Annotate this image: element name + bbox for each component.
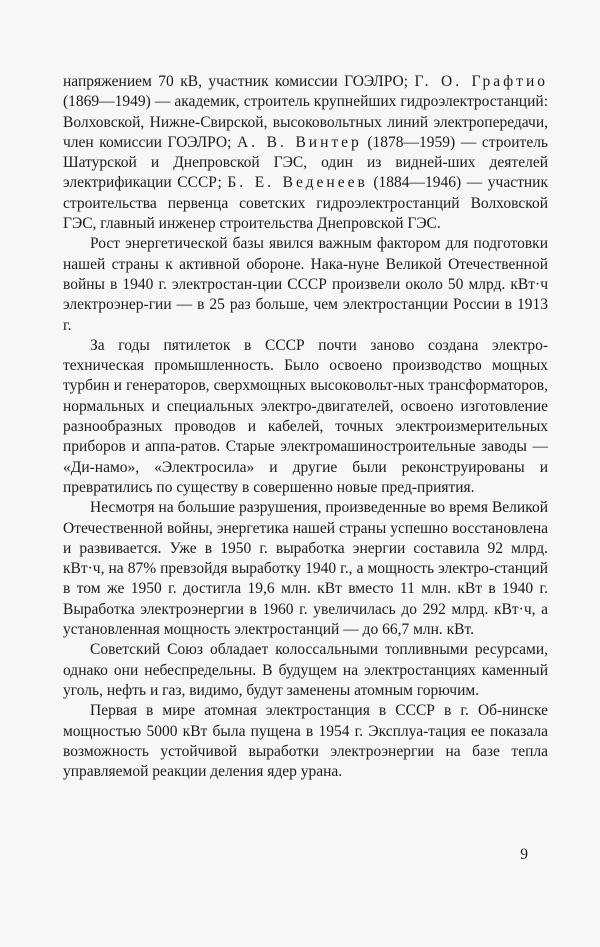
person-name: Г. О. Графтио <box>414 73 549 90</box>
paragraph <box>63 640 548 701</box>
paragraph <box>63 336 548 498</box>
paragraph <box>63 701 548 782</box>
paragraph-text: (1869—1949) — академик, строитель крупнейших гидроэлектростанций: Волховской, Нижне-Свирской, высоковольтных линий электропередачи, член комиссии ГОЭЛРО; <box>63 93 548 151</box>
person-name: А. В. Винтер <box>236 133 362 151</box>
paragraph-text: напряжением 70 кВ, участник комиссии ГОЭЛРО; <box>63 73 415 90</box>
paragraph-text: Несмотря на большие разрушения, произведенные во время Великой Отечественной войны, энергетика нашей страны успешно восстановлена и развивается. Уже в 1950 г. выработка энергии составила 92 млрд. кВт·ч, на 87% превзойдя выработку 1940 г., а мощность электро-станций в том же 1950 г. достигла 19,6 млн. кВт вместо 11 млн. кВт в 1940 г. Выработка электроэнергии в 1960 г. увеличилась до 292 млрд. кВт·ч, а установленная мощность электростанций — до 66,7 млн. кВт. <box>63 499 548 639</box>
page-number: 9 <box>520 846 528 863</box>
paragraph <box>63 72 548 234</box>
paragraph-text: Рост энергетической базы явился важным фактором для подготовки нашей страны к активной обороне. Нака-нуне Великой Отечественной войны в 1940 г. электростан-ции СССР произвели около 50 млрд. кВт·ч электроэнер-гии — в 25 раз больше, чем электростанции России в 1913 г. <box>63 235 548 334</box>
paragraph-text: За годы пятилеток в СССР почти заново создана электро-техническая промышленность. Было освоено производство мощных турбин и генераторов, сверхмощных высоковольт-ных трансформаторов, нормальных и специальных электро-двигателей, освоено изготовление разнообразных проводов и кабелей, точных электроизмерительных приборов и аппа-ратов. Старые электромашиностроительные заводы — «Ди-намо», «Электросила» и другие были реконструированы и превратились по существу в совершенно новые пред-приятия. <box>63 336 548 496</box>
paragraph <box>63 498 548 640</box>
paragraph <box>63 234 548 335</box>
paragraph-text: Первая в мире атомная электростанция в СССР в г. Об-нинске мощностью 5000 кВт была пущена в 1954 г. Эксплуа-тация ее показала возможность устойчивой выработки электроэнергии на базе тепла управляемой реакции деления ядер урана. <box>63 702 548 781</box>
paragraph-text: (1884—1946) — участник строительства первенца советских гидроэлектростанций Волховской ГЭС, главный инженер строительства Днепровской ГЭС. <box>63 174 548 233</box>
page-text-body <box>63 72 548 782</box>
paragraph-text: (1878—1959) — строитель Шатурской и Днепровской ГЭС, один из видней-ших деятелей электрификации СССР; <box>63 133 548 192</box>
person-name: Б. Е. Веденеев <box>227 174 368 192</box>
paragraph-text: Советский Союз обладает колоссальными топливными ресурсами, однако они небеспредельны. В будущем на электростанциях каменный уголь, нефть и газ, видимо, будут заменены атомным горючим. <box>63 641 548 699</box>
